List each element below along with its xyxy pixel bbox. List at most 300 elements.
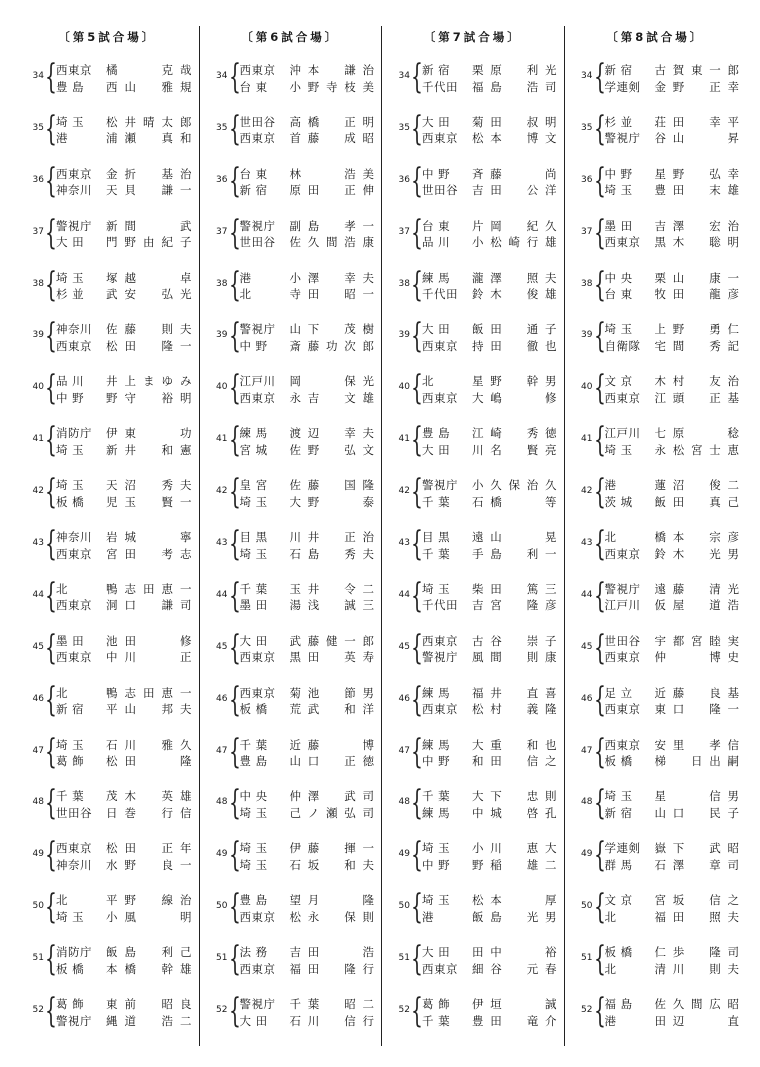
player-name: 江頭 正基 xyxy=(654,390,740,405)
player-entry xyxy=(605,130,743,147)
match-row xyxy=(565,731,747,788)
match-players xyxy=(605,581,743,614)
player-entry xyxy=(240,701,378,718)
player-entry xyxy=(605,892,743,909)
player-team: 中 野 xyxy=(422,857,451,872)
bracket-brace: { xyxy=(411,160,423,201)
player-name: 野稲 雄二 xyxy=(472,857,558,872)
player-entry xyxy=(422,286,560,303)
bracket-brace: { xyxy=(593,264,606,305)
player-team: 世田谷 xyxy=(422,183,458,198)
player-name: 大嶋 修 xyxy=(472,390,558,405)
player-name: 豊田 竜介 xyxy=(472,1013,558,1028)
match-row xyxy=(200,472,382,528)
player-name: 松永 保則 xyxy=(289,909,375,924)
player-team: 目 黒 xyxy=(239,530,268,545)
match-row xyxy=(382,679,564,736)
player-team: 西東京 xyxy=(239,650,276,665)
match-number: 41 xyxy=(581,434,593,445)
match-number: 42 xyxy=(32,486,44,497)
player-name: 飯田 真己 xyxy=(654,494,740,509)
match-number: 43 xyxy=(216,538,228,549)
bracket-brace: { xyxy=(411,212,423,253)
player-entry xyxy=(422,338,560,355)
player-team: 千 葉 xyxy=(422,1013,451,1028)
bracket-brace: { xyxy=(411,264,423,305)
court-title: 〔第7試合場〕 xyxy=(423,30,522,44)
player-name: 小澤 幸夫 xyxy=(289,270,375,285)
match-players xyxy=(422,166,560,199)
player-entry xyxy=(422,166,560,183)
player-entry xyxy=(422,390,560,407)
match-players xyxy=(56,218,195,251)
player-entry xyxy=(605,79,743,96)
player-team: 西東京 xyxy=(239,63,276,77)
match-row xyxy=(16,316,199,372)
match-row xyxy=(382,368,564,424)
player-entry xyxy=(240,62,378,79)
bracket-brace: { xyxy=(411,679,423,720)
player-entry xyxy=(422,840,560,857)
player-entry xyxy=(422,892,560,909)
player-name: 仁歩 隆司 xyxy=(654,945,740,960)
match-number: 46 xyxy=(581,693,593,704)
bracket-brace: { xyxy=(228,835,241,876)
player-entry xyxy=(56,79,195,96)
bracket-brace: { xyxy=(411,57,423,97)
player-team: 板 橋 xyxy=(604,754,633,769)
player-team: 埼 玉 xyxy=(422,581,451,596)
match-players xyxy=(56,425,195,458)
match-row xyxy=(565,679,747,736)
player-entry xyxy=(422,597,560,614)
match-players xyxy=(240,114,378,147)
player-entry xyxy=(56,321,195,338)
player-team: 港 xyxy=(239,270,252,285)
player-name: 鈴木 光男 xyxy=(654,546,740,561)
player-team: 埼 玉 xyxy=(604,789,633,804)
match-row xyxy=(200,57,382,113)
player-entry xyxy=(605,857,743,874)
player-name: 小久保治久 xyxy=(472,478,558,493)
player-name: 鴨志田恵一 xyxy=(106,581,193,596)
match-players xyxy=(56,633,195,666)
player-entry xyxy=(240,788,378,805)
player-name: 田辺 直 xyxy=(654,1013,740,1028)
player-entry xyxy=(605,270,743,287)
player-team: 茨 城 xyxy=(604,494,633,509)
player-name: 石澤 章司 xyxy=(654,857,740,872)
player-team: 警視庁 xyxy=(239,322,276,337)
bracket-brace: { xyxy=(45,160,57,201)
player-team: 西東京 xyxy=(422,633,458,648)
player-entry xyxy=(240,633,378,650)
match-number: 41 xyxy=(216,434,228,445)
court-title: 〔第6試合場〕 xyxy=(241,30,340,44)
player-team: 埼 玉 xyxy=(422,841,451,856)
player-name: 荒武 和洋 xyxy=(289,702,375,717)
player-team: 北 xyxy=(422,374,434,389)
player-name: 星野 幹男 xyxy=(472,374,558,389)
bracket-brace: { xyxy=(411,316,423,357)
player-team: 警視庁 xyxy=(422,650,458,665)
player-entry xyxy=(605,338,743,355)
bracket-brace: { xyxy=(411,472,423,513)
player-name: 山下 茂樹 xyxy=(289,322,375,337)
match-row xyxy=(565,368,747,424)
match-players xyxy=(422,270,560,303)
player-team: 港 xyxy=(422,909,434,924)
match-players xyxy=(56,62,195,95)
player-team: 消防庁 xyxy=(56,945,92,960)
match-players xyxy=(605,62,743,95)
player-name: 天貝 謙一 xyxy=(106,183,193,198)
player-name: 手島 利一 xyxy=(472,546,558,561)
bracket-brace: { xyxy=(45,264,57,305)
match-players xyxy=(605,944,743,977)
match-row xyxy=(382,887,564,943)
player-entry xyxy=(422,218,560,235)
match-row xyxy=(565,835,747,891)
player-name: 栗山 康一 xyxy=(654,270,740,285)
player-entry xyxy=(605,166,743,183)
player-team: 宮 城 xyxy=(239,442,268,457)
player-entry xyxy=(240,805,378,822)
player-entry xyxy=(422,737,560,754)
match-number: 45 xyxy=(398,641,410,652)
player-name: 松村 義隆 xyxy=(472,702,558,717)
player-name: 望月 隆 xyxy=(289,893,375,908)
player-name: 小風 明 xyxy=(106,909,193,924)
match-players xyxy=(422,996,560,1029)
match-row xyxy=(382,264,564,321)
match-number: 39 xyxy=(581,330,593,341)
player-name: 荘田 幸平 xyxy=(654,114,740,129)
match-players xyxy=(422,373,560,406)
bracket-brace: { xyxy=(228,679,241,720)
player-team: 板 橋 xyxy=(56,494,85,509)
player-team: 警視庁 xyxy=(604,131,641,146)
match-number: 35 xyxy=(398,122,410,133)
player-name: 西山 雅規 xyxy=(106,79,193,94)
player-team: 北 xyxy=(604,909,617,924)
match-number: 48 xyxy=(216,797,228,808)
match-row xyxy=(382,575,564,632)
player-name: 上野 勇仁 xyxy=(654,322,740,337)
match-number: 42 xyxy=(581,486,593,497)
player-team: 西東京 xyxy=(239,685,276,700)
player-team: 豊 島 xyxy=(239,754,268,769)
player-name: 副島 孝一 xyxy=(289,218,375,233)
match-row xyxy=(200,627,382,684)
player-name: 大野 泰 xyxy=(289,494,375,509)
match-list xyxy=(565,57,747,1047)
match-row xyxy=(16,420,199,476)
match-row xyxy=(16,887,199,943)
player-name: 牧田 龍彦 xyxy=(654,287,740,302)
player-name: 遠山 晃 xyxy=(472,530,558,545)
player-entry xyxy=(422,79,560,96)
player-team: 文 京 xyxy=(604,893,633,908)
match-number: 40 xyxy=(398,382,410,393)
player-team: 西東京 xyxy=(56,166,92,181)
player-team: 群 馬 xyxy=(604,857,633,872)
bracket-brace: { xyxy=(228,160,241,201)
player-team: 世田谷 xyxy=(239,114,276,129)
match-players xyxy=(56,892,195,925)
player-entry xyxy=(240,909,378,926)
bracket-brace: { xyxy=(593,939,606,980)
player-entry xyxy=(422,909,560,926)
match-players xyxy=(422,633,560,666)
match-row xyxy=(16,108,199,165)
match-number: 52 xyxy=(32,1005,44,1016)
match-row xyxy=(565,887,747,943)
bracket-brace: { xyxy=(228,368,241,409)
bracket-brace: { xyxy=(228,783,241,824)
bracket-brace: { xyxy=(45,316,57,357)
match-row xyxy=(565,108,747,165)
player-name: 斎藤功次郎 xyxy=(289,338,375,353)
match-row xyxy=(382,108,564,165)
player-team: 西東京 xyxy=(56,650,92,665)
player-name: 佐藤 則夫 xyxy=(106,322,193,337)
player-entry xyxy=(422,753,560,770)
player-entry xyxy=(56,788,195,805)
bracket-brace: { xyxy=(45,575,57,616)
player-entry xyxy=(605,114,743,131)
match-number: 46 xyxy=(32,693,44,704)
player-entry xyxy=(56,685,195,702)
player-entry xyxy=(605,234,743,251)
bracket-brace: { xyxy=(45,991,57,1032)
player-name: 川井 正治 xyxy=(289,530,375,545)
player-name: 佐野 弘文 xyxy=(289,442,375,457)
match-number: 34 xyxy=(581,71,593,81)
player-team: 板 橋 xyxy=(604,945,633,960)
match-list xyxy=(200,57,382,1047)
player-team: 千代田 xyxy=(422,598,458,613)
player-team: 西東京 xyxy=(604,737,641,752)
player-name: 松本 博文 xyxy=(472,131,558,146)
match-number: 49 xyxy=(32,849,44,860)
player-entry xyxy=(56,1013,195,1030)
player-entry xyxy=(56,182,195,199)
player-entry xyxy=(56,62,195,79)
match-row xyxy=(200,575,382,632)
match-row xyxy=(382,160,564,217)
player-team: 練 馬 xyxy=(422,737,451,752)
player-team: 台 東 xyxy=(604,287,633,302)
player-team: 新 宿 xyxy=(56,702,85,717)
player-team: 千 葉 xyxy=(239,737,268,752)
player-entry xyxy=(240,390,378,407)
player-entry xyxy=(56,338,195,355)
match-row xyxy=(382,627,564,684)
player-team: 中 央 xyxy=(239,789,268,804)
player-entry xyxy=(605,529,743,546)
bracket-columns xyxy=(16,26,746,1046)
player-team: 北 xyxy=(56,893,68,908)
player-name: 七原 稔 xyxy=(654,426,740,441)
player-name: 吉田 公洋 xyxy=(472,183,558,198)
match-players xyxy=(605,840,743,873)
player-team: 千 葉 xyxy=(56,789,85,804)
player-team: 大 田 xyxy=(56,235,85,250)
match-row xyxy=(565,57,747,113)
player-team: 埼 玉 xyxy=(56,442,85,457)
player-name: 飯島 光男 xyxy=(472,909,558,924)
player-entry xyxy=(422,961,560,978)
match-players xyxy=(422,840,560,873)
player-name: 新間 武 xyxy=(106,218,193,233)
player-team: 新 宿 xyxy=(604,805,633,820)
player-entry xyxy=(240,182,378,199)
match-number: 36 xyxy=(398,174,410,185)
player-entry xyxy=(422,114,560,131)
player-team: 埼 玉 xyxy=(604,322,633,337)
player-name: 沖本 謙治 xyxy=(289,63,375,77)
player-team: 神奈川 xyxy=(56,530,92,545)
match-players xyxy=(240,737,378,770)
bracket-brace: { xyxy=(45,420,57,461)
player-team: 文 京 xyxy=(604,374,633,389)
match-players xyxy=(240,685,378,718)
player-entry xyxy=(240,944,378,961)
player-team: 西東京 xyxy=(604,650,641,665)
player-entry xyxy=(422,321,560,338)
match-number: 49 xyxy=(581,849,593,860)
player-name: 本橋 幹雄 xyxy=(106,961,193,976)
player-team: 埼 玉 xyxy=(604,442,633,457)
player-team: 神奈川 xyxy=(56,857,92,872)
match-row xyxy=(565,316,747,372)
player-name: 平野 線治 xyxy=(106,893,193,908)
player-name: 千葉 昭二 xyxy=(289,997,375,1012)
player-name: 天沼 秀夫 xyxy=(106,478,193,493)
player-entry xyxy=(605,944,743,961)
player-name: 東前 昭良 xyxy=(106,997,193,1012)
match-number: 39 xyxy=(398,330,410,341)
match-row xyxy=(16,731,199,788)
bracket-brace: { xyxy=(593,575,606,616)
match-players xyxy=(240,477,378,510)
player-entry xyxy=(56,857,195,874)
match-row xyxy=(565,420,747,476)
player-team: 西東京 xyxy=(604,546,641,561)
player-entry xyxy=(422,442,560,459)
player-name: 伊東 功 xyxy=(106,426,193,441)
player-entry xyxy=(605,321,743,338)
match-row xyxy=(200,731,382,788)
player-entry xyxy=(605,546,743,563)
player-team: 墨 田 xyxy=(239,598,268,613)
player-team: 埼 玉 xyxy=(422,893,451,908)
match-row xyxy=(16,627,199,684)
bracket-brace: { xyxy=(45,524,57,565)
player-name: 瀧澤 照夫 xyxy=(472,270,558,285)
match-number: 34 xyxy=(216,71,228,81)
match-row xyxy=(16,524,199,580)
player-team: 自衛隊 xyxy=(604,338,641,353)
match-players xyxy=(240,166,378,199)
player-entry xyxy=(56,373,195,390)
bracket-brace: { xyxy=(411,939,423,980)
player-team: 警視庁 xyxy=(56,1013,92,1028)
match-number: 50 xyxy=(581,901,593,912)
match-row xyxy=(16,472,199,528)
bracket-brace: { xyxy=(593,524,606,565)
player-team: 品 川 xyxy=(56,374,85,389)
match-row xyxy=(382,316,564,372)
bracket-brace: { xyxy=(411,835,423,876)
player-team: 台 東 xyxy=(239,166,268,181)
match-number: 35 xyxy=(216,122,228,133)
match-number: 41 xyxy=(32,434,44,445)
match-number: 43 xyxy=(581,538,593,549)
player-entry xyxy=(605,805,743,822)
player-entry xyxy=(422,373,560,390)
match-number: 48 xyxy=(398,797,410,808)
player-entry xyxy=(240,114,378,131)
player-team: 学連剣 xyxy=(604,79,641,94)
player-entry xyxy=(56,840,195,857)
player-team: 西東京 xyxy=(422,131,458,146)
bracket-brace: { xyxy=(593,57,606,97)
match-players xyxy=(240,892,378,925)
player-entry xyxy=(240,996,378,1013)
player-entry xyxy=(56,805,195,822)
player-team: 足 立 xyxy=(604,685,633,700)
match-players xyxy=(605,685,743,718)
match-number: 46 xyxy=(398,693,410,704)
match-number: 38 xyxy=(216,278,228,289)
bracket-brace: { xyxy=(45,731,57,772)
player-entry xyxy=(56,425,195,442)
player-name: 日巻 行信 xyxy=(106,805,193,820)
match-number: 52 xyxy=(216,1005,228,1016)
player-name: 福島 浩司 xyxy=(472,79,558,94)
match-row xyxy=(200,420,382,476)
match-players xyxy=(240,996,378,1029)
match-row xyxy=(200,887,382,943)
player-name: 山口 正徳 xyxy=(289,754,375,769)
match-number: 51 xyxy=(216,953,228,964)
player-name: 豊田 末雄 xyxy=(654,183,740,198)
match-players xyxy=(56,737,195,770)
player-name: 佐久間広昭 xyxy=(654,997,740,1012)
player-entry xyxy=(605,425,743,442)
player-name: 黒田 英寿 xyxy=(289,650,375,665)
match-players xyxy=(240,944,378,977)
player-team: 西東京 xyxy=(56,338,92,353)
player-entry xyxy=(605,909,743,926)
match-row xyxy=(200,108,382,165)
player-team: 大 田 xyxy=(422,442,451,457)
bracket-brace: { xyxy=(45,212,57,253)
player-name: 寺田 昭一 xyxy=(289,287,375,302)
player-name: 古賀東一郎 xyxy=(654,63,740,77)
player-team: 大 田 xyxy=(239,633,268,648)
player-team: 練 馬 xyxy=(422,805,451,820)
player-team: 西東京 xyxy=(422,961,458,976)
player-entry xyxy=(605,840,743,857)
match-number: 34 xyxy=(32,71,44,81)
match-players xyxy=(422,788,560,821)
player-team: 中 野 xyxy=(422,166,451,181)
player-name: 鈴木 俊雄 xyxy=(472,287,558,302)
player-name: 己ノ瀬弘司 xyxy=(289,805,375,820)
